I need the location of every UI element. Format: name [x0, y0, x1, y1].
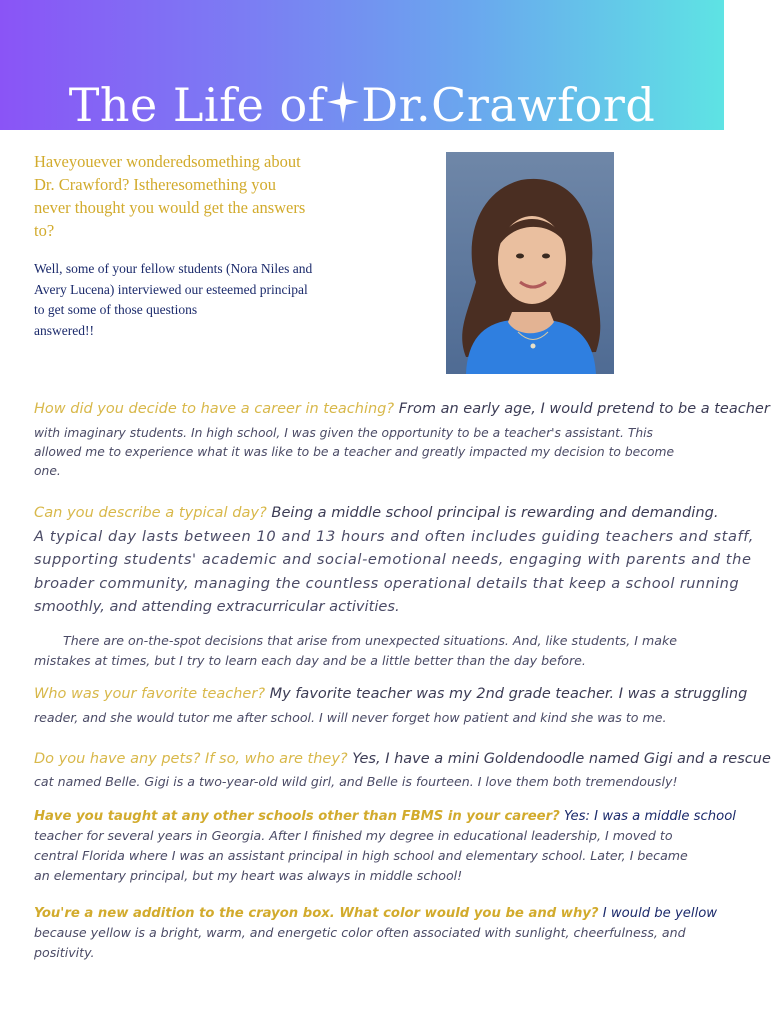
title-part-1: The Life of [68, 78, 326, 132]
qa-question: Have you taught at any other schools other than FBMS in your career? [34, 809, 560, 824]
intro-question-line: Haveyouever wonderedsomething about [34, 152, 301, 171]
qa-favorite-teacher [34, 684, 748, 727]
qa-question: You're a new addition to the crayon box. What color would you be and why? [34, 906, 599, 921]
qa-answer-line: an elementary principal, but my heart was always in middle school! [34, 868, 463, 883]
qa-answer-line: allowed me to experience what it was like to be a teacher and greatly impacted my decision to become [34, 445, 675, 459]
sparkle-star-icon [326, 79, 360, 125]
intro-question-line: never thought you would get the answers [34, 198, 306, 217]
intro-answer-line: Well, some of your fellow students (Nora Niles and [34, 261, 313, 276]
qa-question: Who was your favorite teacher? [34, 686, 266, 702]
page-title [0, 78, 724, 132]
qa-first-line [34, 807, 736, 826]
qa-first-line [34, 749, 771, 769]
title-part-2: Dr.Crawford [361, 78, 656, 132]
qa-answer-line: There are on-the-spot decisions that arise from unexpected situations. And, like students, I make [63, 633, 677, 648]
qa-first-line [34, 684, 748, 704]
qa-question: Do you have any pets? If so, who are they? [34, 751, 348, 767]
qa-answer-line: supporting students' academic and social-emotional needs, engaging with parents and the [34, 551, 752, 569]
intro-question [34, 150, 364, 242]
qa-answer-start: Being a middle school principal is rewarding and demanding. [266, 504, 719, 521]
qa-first-line [34, 501, 719, 525]
qa-answer-start: Yes, I have a mini Goldendoodle named Gigi and a rescue [347, 751, 771, 767]
intro-question-line: Dr. Crawford? Istheresomething you [34, 175, 276, 194]
qa-answer-start: From an early age, I would pretend to be a teacher [394, 401, 770, 417]
qa-answer-line: mistakes at times, but I try to learn each day and be a little better than the day before. [34, 653, 586, 668]
qa-first-line [34, 399, 770, 419]
qa-answer-start: My favorite teacher was my 2nd grade teacher. I was a struggling [265, 686, 748, 702]
qa-other-schools [34, 807, 736, 886]
intro-answer [34, 259, 374, 341]
qa-answer-line: reader, and she would tutor me after school. I will never forget how patient and kind she was to me. [34, 710, 667, 725]
intro-answer-line: Avery Lucena) interviewed our esteemed principal [34, 281, 308, 297]
intro-answer-line: to get some of those questions [34, 302, 198, 317]
qa-pets [34, 749, 771, 791]
principal-portrait [446, 152, 614, 374]
qa-answer-line: broader community, managing the countless operational details that keep a school running [34, 574, 739, 592]
qa-answer-start: Yes: I was a middle school [559, 809, 736, 824]
intro-question-line: to? [34, 221, 55, 240]
qa-typical-day-continued [34, 631, 724, 671]
qa-question: Can you describe a typical day? [34, 504, 267, 521]
qa-answer-line: with imaginary students. In high school, I was given the opportunity to be a teacher's assistant. This [34, 426, 653, 440]
qa-career [34, 399, 770, 481]
qa-crayon-color [34, 904, 724, 963]
intro-answer-line: answered!! [34, 322, 94, 338]
qa-answer-line: positivity. [34, 945, 95, 960]
qa-typical-day [34, 501, 754, 619]
qa-answer-line: smoothly, and attending extracurricular activities. [34, 598, 400, 616]
qa-answer-line: one. [34, 464, 61, 478]
qa-question: How did you decide to have a career in teaching? [34, 401, 395, 417]
qa-answer-line: cat named Belle. Gigi is a two-year-old wild girl, and Belle is fourteen. I love them both tremendously! [34, 774, 678, 789]
qa-answer-line: A typical day lasts between 10 and 13 hours and often includes guiding teachers and staff, [34, 527, 754, 545]
qa-answer-line: central Florida where I was an assistant principal in high school and elementary school. Later, I became [34, 848, 688, 863]
qa-answer-line: teacher for several years in Georgia. After I finished my degree in educational leadership, I moved to [34, 828, 673, 843]
qa-first-line [34, 904, 724, 923]
qa-answer-start: I would be yellow [598, 906, 718, 921]
qa-answer-line: because yellow is a bright, warm, and energetic color often associated with sunlight, cheerfulness, and [34, 925, 686, 940]
